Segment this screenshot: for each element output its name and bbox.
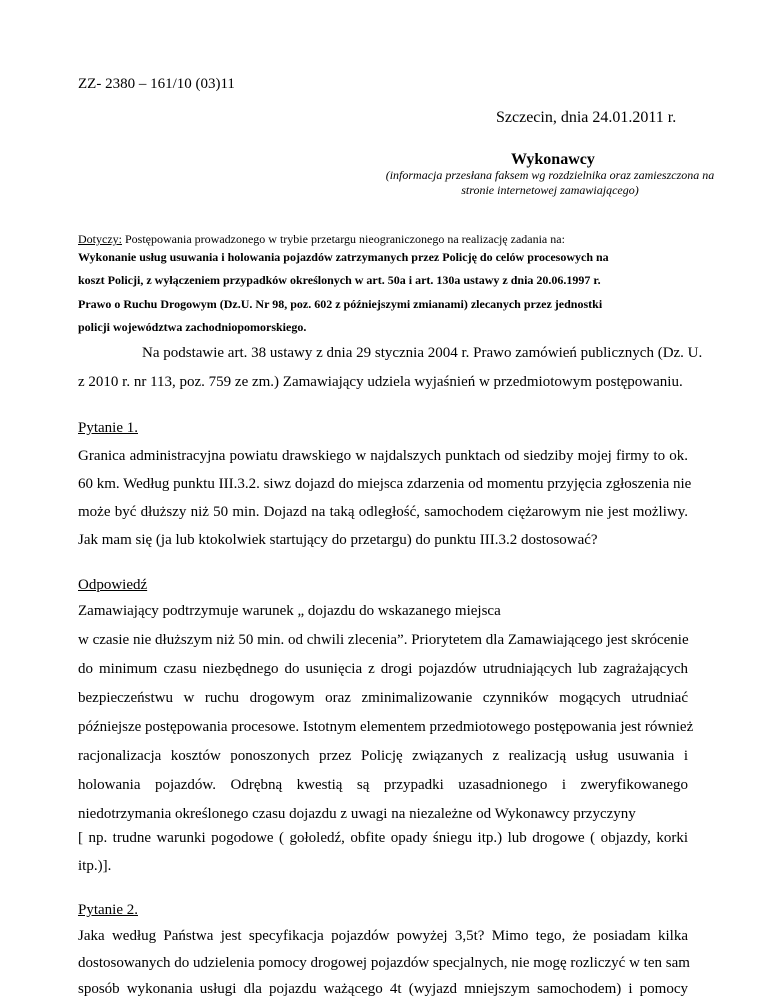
answer-1-line: bezpieczeństwu w ruchu drogowym oraz zminimalizowanie czynników mogących utrudniać <box>78 690 688 706</box>
answer-1-heading: Odpowiedź <box>78 577 148 593</box>
question-2-line: sposób wykonania usługi dla pojazdu ważącego 4t (wyjazd mniejszym samochodem) i pomocy <box>78 981 688 997</box>
subject-title-line: Wykonanie usług usuwania i holowania pojazdów zatrzymanych przez Policję do celów procesowych na <box>78 250 609 264</box>
answer-1-line: [ np. trudne warunki pogodowe ( gołoledź, obfite opady śniegu itp.) lub drogowe ( objazdy, korki <box>78 830 688 846</box>
question-1-line: Jak mam się (ja lub ktokolwiek startujący do przetargu) do punktu III.3.2 dostosować? <box>78 532 598 548</box>
intro-line: Na podstawie art. 38 ustawy z dnia 29 stycznia 2004 r. Prawo zamówień publicznych (Dz. U. <box>142 345 703 361</box>
answer-1-line: późniejsze postępowania procesowe. Istotnym elementem przedmiotowego postępowania jest również <box>78 719 694 735</box>
answer-1-line: w czasie nie dłuższym niż 50 min. od chwili zlecenia”. Priorytetem dla Zamawiającego jest skrócenie <box>78 632 689 648</box>
intro-line: z 2010 r. nr 113, poz. 759 ze zm.) Zamawiający udziela wyjaśnień w przedmiotowym postępowaniu. <box>78 374 683 390</box>
question-1-line: może być dłuższy niż 50 min. Dojazd na taką odległość, samochodem ciężarowym nie jest możliwy. <box>78 504 688 520</box>
reference-number: ZZ- 2380 – 161/10 (03)11 <box>78 76 235 92</box>
answer-1-line: do minimum czasu niezbędnego do usunięcia z drogi pojazdów utrudniających lub zagrażających <box>78 661 688 677</box>
subject-text: Postępowania prowadzonego w trybie przetargu nieograniczonego na realizację zadania na: <box>122 232 565 246</box>
subject-label: Dotyczy: <box>78 232 122 246</box>
place-date: Szczecin, dnia 24.01.2011 r. <box>496 109 677 126</box>
question-2-line: dostosowanych do udzielenia pomocy drogowej pojazdów specjalnych, nie mogę rozliczyć w ten sam <box>78 955 690 971</box>
answer-1-line: itp.)]. <box>78 858 112 874</box>
subject-title-line: koszt Policji, z wyłączeniem przypadków określonych w art. 50a i art. 130a ustawy z dnia 20.06.1997 r. <box>78 273 601 287</box>
question-2-line: Jaka według Państwa jest specyfikacja pojazdów powyżej 3,5t? Mimo tego, że posiadam kilka <box>78 928 688 944</box>
answer-1-line: racjonalizacja kosztów ponoszonych przez Policję związanych z realizacją usług usuwania i <box>78 748 688 764</box>
subject-title-line: policji województwa zachodniopomorskiego. <box>78 320 307 334</box>
subject-line <box>78 232 565 247</box>
answer-1-line: niedotrzymania określonego czasu dojazdu z uwagi na niezależne od Wykonawcy przyczyny <box>78 806 636 822</box>
answer-1-line: Zamawiający podtrzymuje warunek „ dojazdu do wskazanego miejsca <box>78 603 501 619</box>
question-2-heading: Pytanie 2. <box>78 902 138 918</box>
question-1-line: 60 km. Według punktu III.3.2. siwz dojazd do miejsca zdarzenia od momentu przyjęcia zgłoszenia nie <box>78 476 692 492</box>
answer-1-line: holowania pojazdów. Odrębną kwestią są przypadki uzasadnionego i zweryfikowanego <box>78 777 688 793</box>
recipient-title: Wykonawcy <box>511 151 595 168</box>
question-1-line: Granica administracyjna powiatu drawskiego w najdalszych punktach od siedziby mojej firmy to ok. <box>78 448 688 464</box>
recipient-note: (informacja przesłana faksem wg rozdzielnika oraz zamieszczona na stronie internetowej zamawiającego) <box>385 168 715 197</box>
subject-title-line: Prawo o Ruchu Drogowym (Dz.U. Nr 98, poz. 602 z późniejszymi zmianami) zlecanych przez jednostki <box>78 297 603 311</box>
question-1-heading: Pytanie 1. <box>78 420 138 436</box>
